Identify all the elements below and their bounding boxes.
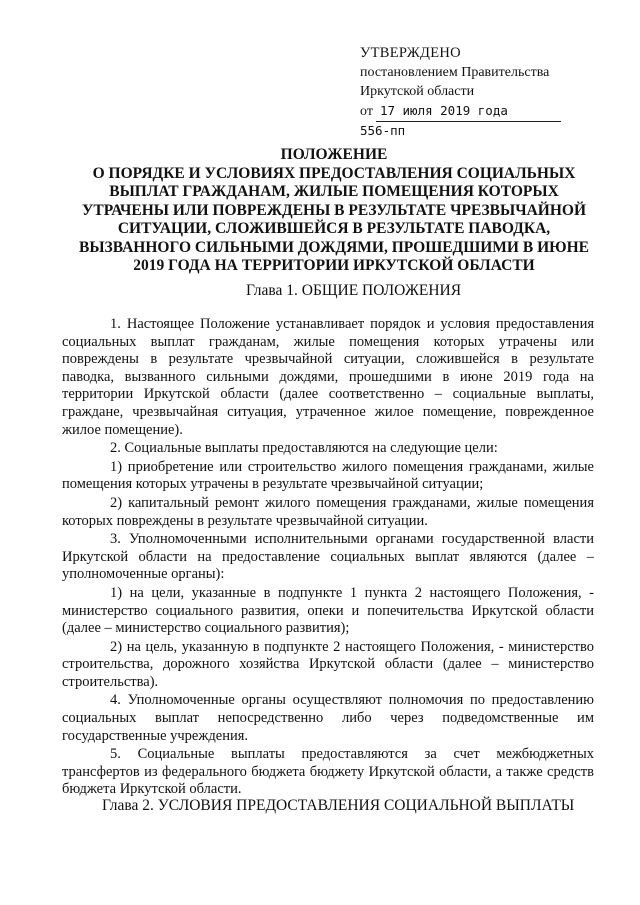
- document-body: [62, 316, 594, 799]
- approval-stamp: [360, 44, 580, 141]
- paragraph: 2. Социальные выплаты предоставляются на следующие цели:: [110, 440, 498, 457]
- approval-number-row: [360, 121, 580, 141]
- approval-date-field: [376, 101, 561, 122]
- approval-number: 556-пп: [360, 123, 406, 138]
- chapter-1-heading: Глава 1. ОБЩИЕ ПОЛОЖЕНИЯ: [246, 282, 462, 299]
- title-line: О ПОРЯДКЕ И УСЛОВИЯХ ПРЕДОСТАВЛЕНИЯ СОЦИАЛЬНЫХ: [92, 164, 576, 182]
- title-line: ВЫПЛАТ ГРАЖДАНАМ, ЖИЛЫЕ ПОМЕЩЕНИЯ КОТОРЫХ: [109, 183, 559, 200]
- title-line: ВЫЗВАННОГО СИЛЬНЫМИ ДОЖДЯМИ, ПРОШЕДШИМИ В ИЮНЕ: [79, 238, 589, 256]
- paragraph: 5. Социальные выплаты предоставляются за счет межбюджетных трансфертов из федерального бюджета бюджету Иркутской области, а также средств бюджета Иркутской области.: [62, 746, 594, 798]
- approval-date-value: 17 июля 2019 года: [379, 103, 508, 118]
- paragraph: 2) капитальный ремонт жилого помещения гражданами, жилые помещения которых повреждены в результате чрезвычайной ситуации.: [62, 494, 594, 529]
- title-line: ПОЛОЖЕНИЕ: [280, 146, 388, 163]
- paragraph: 1) на цели, указанные в подпункте 1 пункта 2 настоящего Положения, - министерство социального развития, опеки и попечительства Иркутской области (далее – министерство социального развития);: [62, 584, 594, 637]
- paragraph: 1) приобретение или строительство жилого помещения гражданами, жилые помещения которых утрачены в результате чрезвычайной ситуации;: [62, 458, 594, 493]
- title-line: УТРАЧЕНЫ ИЛИ ПОВРЕЖДЕНЫ В РЕЗУЛЬТАТЕ ЧРЕЗВЫЧАЙНОЙ: [82, 201, 586, 219]
- paragraph: 1. Настоящее Положение устанавливает порядок и условия предоставления социальных выплат гражданам, жилые помещения которых утрачены или повреждены в результате чрезвычайной ситуации, сложившейся в результате паводка, вызванного сильными дождями, прошедшими в июне 2019 года на территории Иркутской области (далее соответственно – социальные выплаты, граждане, чрезвычайная ситуация, утраченное жилое помещение, поврежденное жилое помещение).: [62, 316, 594, 438]
- approval-date-prefix: от: [360, 104, 373, 119]
- title-line: 2019 ГОДА НА ТЕРРИТОРИИ ИРКУТСКОЙ ОБЛАСТИ: [133, 257, 535, 274]
- title-line: СИТУАЦИИ, СЛОЖИВШЕЙСЯ В РЕЗУЛЬТАТЕ ПАВОДКА,: [117, 220, 551, 237]
- paragraph: 4. Уполномоченные органы осуществляют полномочия по предоставлению социальных выплат непосредственно либо через подведомственные им государственные учреждения.: [62, 692, 594, 744]
- approval-title: УТВЕРЖДЕНО: [360, 45, 461, 61]
- document-title: [78, 146, 590, 276]
- paragraph: 2) на цель, указанную в подпункте 2 настоящего Положения, - министерство строительства, дорожного хозяйства Иркутской области (далее – министерство строительства).: [62, 638, 594, 690]
- paragraph: 3. Уполномоченными исполнительными органами государственной власти Иркутской области на предоставление социальных выплат являются (далее – уполномоченные органы):: [62, 531, 594, 583]
- approval-date-row: [360, 101, 580, 122]
- approval-line-1: постановлением Правительства: [360, 65, 550, 80]
- chapter-2-heading: Глава 2. УСЛОВИЯ ПРЕДОСТАВЛЕНИЯ СОЦИАЛЬНОЙ ВЫПЛАТЫ: [102, 797, 575, 814]
- approval-line-2: Иркутской области: [360, 84, 475, 99]
